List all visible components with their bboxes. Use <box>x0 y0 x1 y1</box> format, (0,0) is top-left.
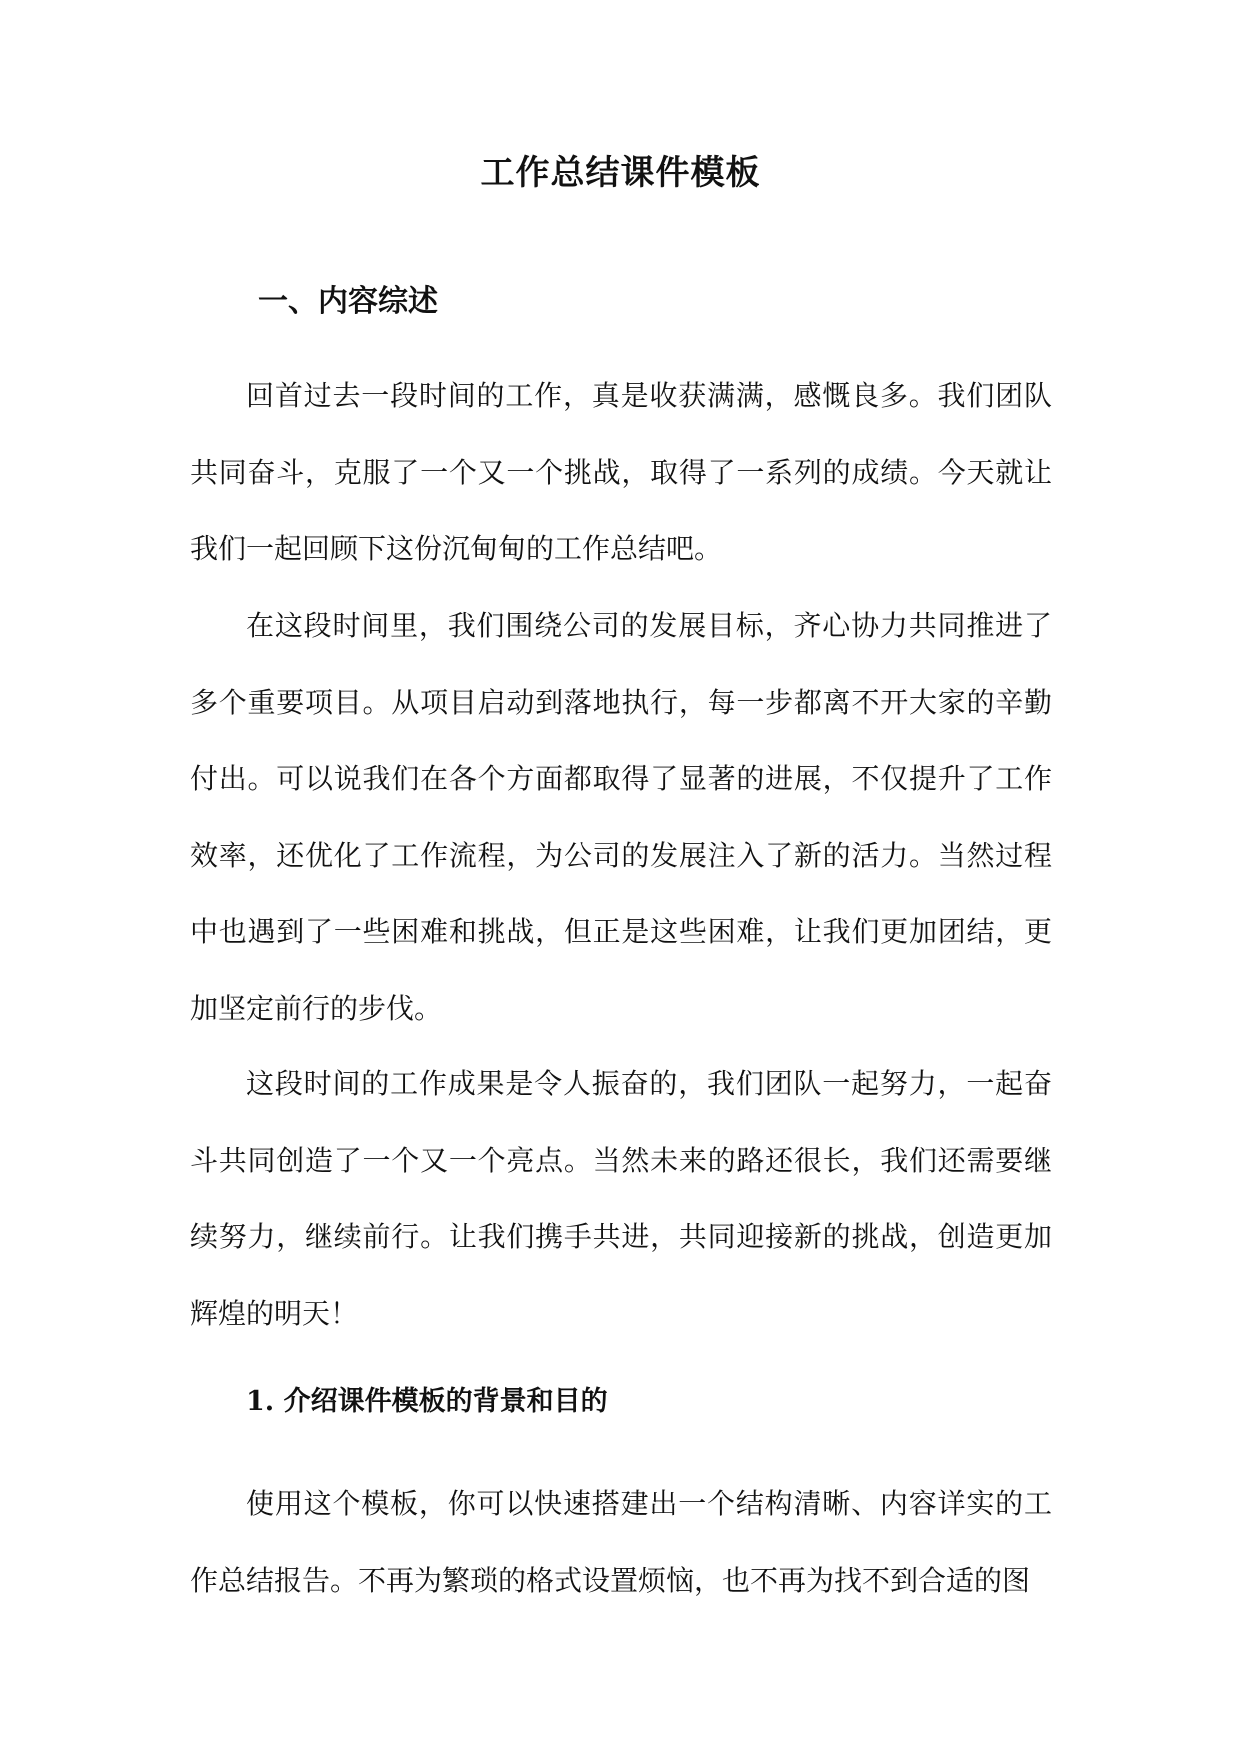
subsection-paragraph: 使用这个模板，你可以快速搭建出一个结构清晰、内容详实的工作总结报告。不再为繁琐的格式设置烦恼，也不再为找不到合适的图 <box>190 1487 1052 1597</box>
paragraph-1: 回首过去一段时间的工作，真是收获满满，感慨良多。我们团队共同奋斗，克服了一个又一个挑战，取得了一系列的成绩。今天就让我们一起回顾下这份沉甸甸的工作总结吧。 <box>190 379 1052 565</box>
document-title: 工作总结课件模板 <box>480 153 761 193</box>
paragraph-3: 这段时间的工作成果是令人振奋的，我们团队一起努力，一起奋斗共同创造了一个又一个亮点。当然未来的路还很长，我们还需要继续努力，继续前行。让我们携手共进，共同迎接新的挑战，创造更加辉煌的明天！ <box>190 1067 1052 1330</box>
subsection-heading: 1. 介绍课件模板的背景和目的 <box>246 1386 608 1417</box>
section-heading: 一、内容综述 <box>258 284 438 319</box>
paragraph-2: 在这段时间里，我们围绕公司的发展目标，齐心协力共同推进了多个重要项目。从项目启动到落地执行，每一步都离不开大家的辛勤付出。可以说我们在各个方面都取得了显著的进展，不仅提升了工作效率，还优化了工作流程，为公司的发展注入了新的活力。当然过程中也遇到了一些困难和挑战，但正是这些困难，让我们更加团结，更加坚定前行的步伐。 <box>190 609 1052 1025</box>
